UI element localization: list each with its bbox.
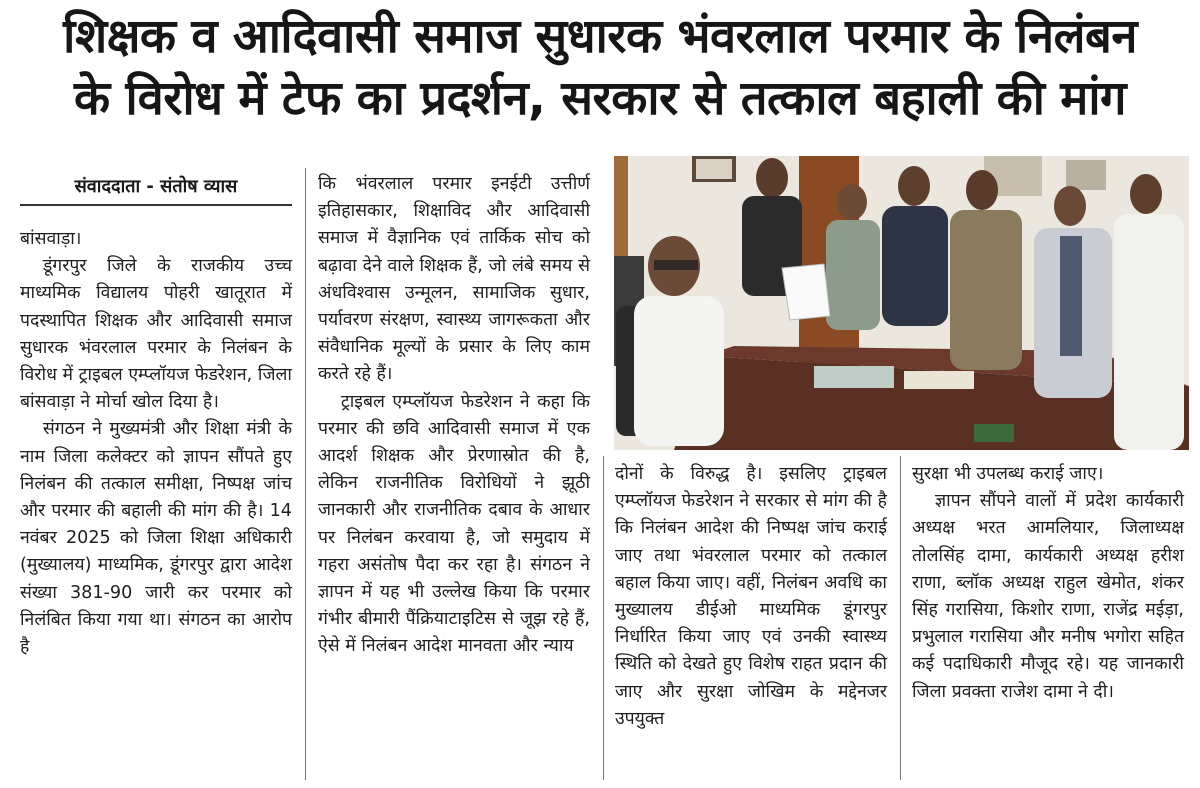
column-divider — [900, 456, 901, 780]
paragraph: ट्राइबल एम्प्लॉयज फेडरेशन ने कहा कि परमार की छवि आदिवासी समाज में एक आदर्श शिक्षक और प्रेरणास्रोत की है, लेकिन राजनीतिक विरोधियों ने झूठी जानकारी और राजनीतिक दबाव के आधार पर निलंबन करवाया है, जो समुदाय में गहरा असंतोष पैदा कर रहा है। संगठन ने ज्ञापन में यह भी उल्लेख किया कि परमार गंभीर बीमारी पैंक्रियाटाइटिस से जूझ रहे हैं, ऐसे में निलंबन आदेश मानवता और न्याय — [318, 391, 590, 657]
article-column-4 — [912, 461, 1184, 706]
paragraph: सुरक्षा भी उपलब्ध कराई जाए। — [912, 464, 1104, 484]
column-divider — [603, 456, 604, 780]
article-column-2 — [318, 171, 590, 661]
paragraph: दोनों के विरुद्ध है। इसलिए ट्राइबल एम्प्लॉयज फेडरेशन ने सरकार से मांग की है कि निलंबन आदेश की निष्पक्ष जांच कराई जाए तथा भंवरलाल परमार को तत्काल बहाल किया जाए। वहीं, निलंबन अवधि का मुख्यालय डीईओ माध्यमिक डूंगरपुर निर्धारित किया जाए एवं उनकी स्वास्थ्य स्थिति को देखते हुए विशेष राहत प्रदान की जाए और सुरक्षा जोखिम के मद्देनजर उपयुक्त — [615, 464, 887, 729]
dateline: बांसवाड़ा। — [20, 229, 82, 249]
byline: संवाददाता - संतोष व्यास — [20, 170, 292, 206]
article-column-1 — [20, 226, 292, 661]
paragraph: ज्ञापन सौंपने वालों में प्रदेश कार्यकारी अध्यक्ष भरत आमलियार, जिलाध्यक्ष तोलसिंह दामा, कार्यकारी अध्यक्ष हरीश राणा, ब्लॉक अध्यक्ष राहुल खेमोत, शंकर सिंह गरासिया, किशोर राणा, राजेंद्र मईड़ा, प्रभुलाल गरासिया और मनीष भगोरा सहित कई पदाधिकारी मौजूद रहे। यह जानकारी जिला प्रवक्ता राजेश दामा ने दी। — [912, 491, 1184, 702]
memorandum-handover-photo — [614, 156, 1189, 450]
article-column-3 — [615, 461, 887, 733]
paragraph: कि भंवरलाल परमार इनईटी उत्तीर्ण इतिहासकार, शिक्षाविद और आदिवासी समाज में वैज्ञानिक एवं तार्किक सोच को बढ़ावा देने वाले शिक्षक हैं, जो लंबे समय से अंधविश्वास उन्मूलन, सामाजिक सुधार, पर्यावरण संरक्षण, स्वास्थ्य जागरूकता और संवैधानिक मूल्यों के प्रसार के लिए काम करते रहे हैं। — [318, 174, 590, 385]
column-divider — [305, 168, 306, 780]
news-photo — [614, 156, 1189, 450]
paragraph: संगठन ने मुख्यमंत्री और शिक्षा मंत्री के नाम जिला कलेक्टर को ज्ञापन सौंपते हुए निलंबन की तत्काल समीक्षा, निष्पक्ष जांच और परमार की बहाली की मांग की है। 14 नवंबर 2025 को जिला शिक्षा अधिकारी (मुख्यालय) माध्यमिक, डूंगरपुर द्वारा आदेश संख्या 381-90 जारी कर परमार को निलंबित किया गया था। संगठन का आरोप है — [20, 419, 292, 658]
headline-line-1: शिक्षक व आदिवासी समाज सुधारक भंवरलाल परमार के निलंबन — [63, 9, 1137, 64]
headline-line-2: के विरोध में टेफ का प्रदर्शन, सरकार से तत्काल बहाली की मांग — [74, 71, 1126, 126]
paragraph: डूंगरपुर जिले के राजकीय उच्च माध्यमिक विद्यालय पोहरी खातूरात में पदस्थापित शिक्षक और आदिवासी समाज सुधारक भंवरलाल परमार के निलंबन के विरोध में ट्राइबल एम्प्लॉयज फेडरेशन, जिला बांसवाड़ा ने मोर्चा खोल दिया है। — [20, 256, 292, 413]
headline — [0, 6, 1200, 130]
